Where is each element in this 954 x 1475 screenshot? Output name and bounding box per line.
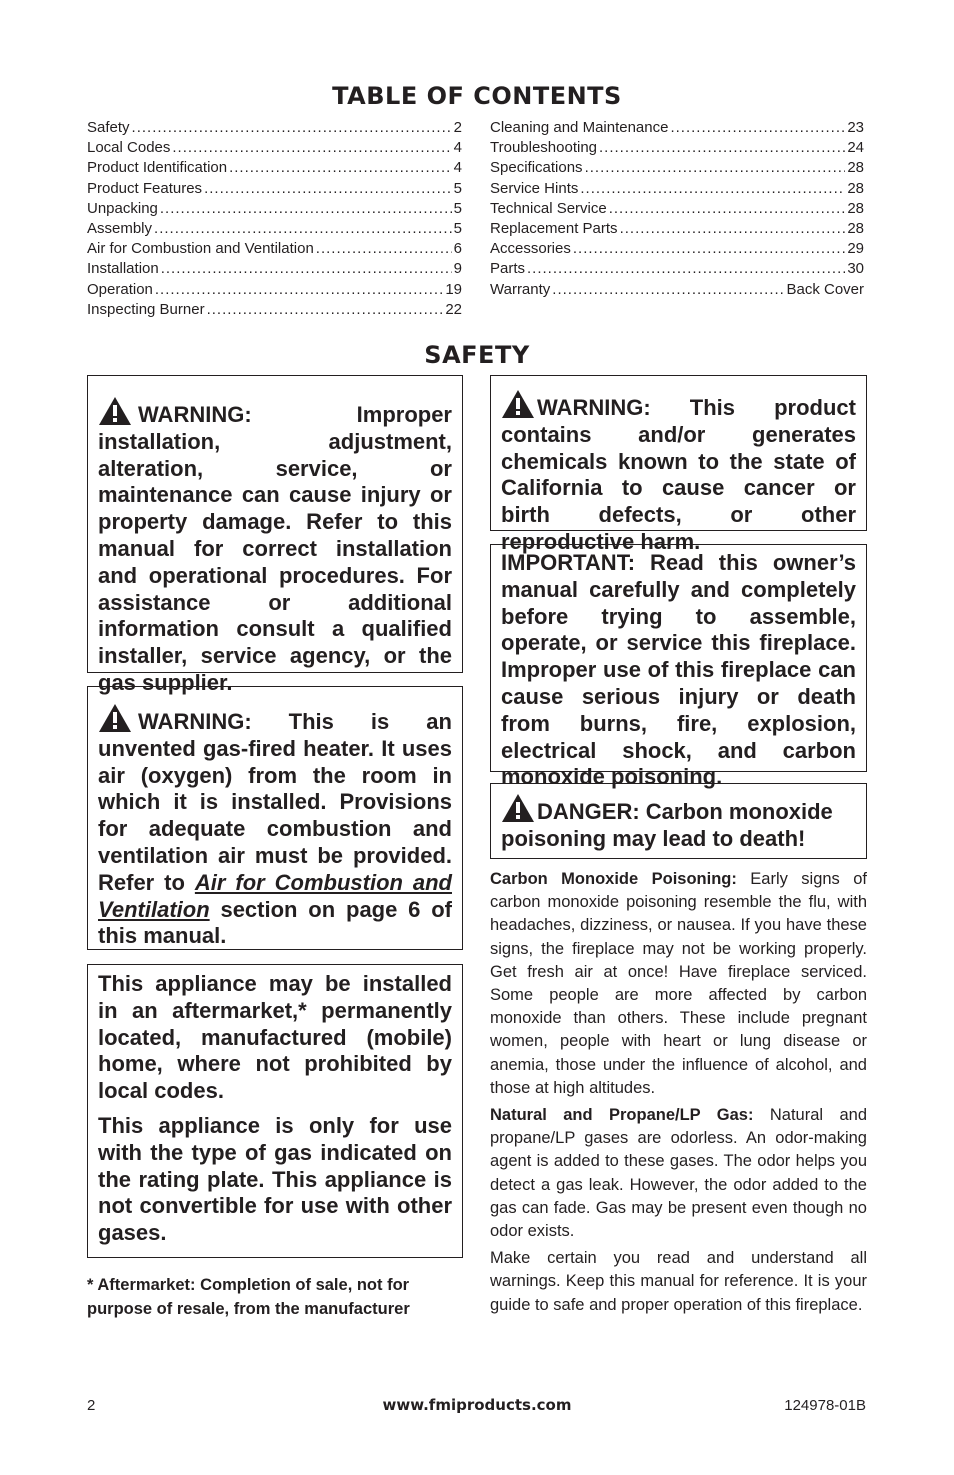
toc-leader-dots (316, 239, 452, 259)
toc-entry-page: 28 (847, 199, 864, 217)
toc-entry-label: Warranty (490, 280, 551, 298)
toc-entry[interactable] (490, 199, 864, 219)
safety-title: SAFETY (424, 341, 530, 369)
aftermarket-footnote: * Aftermarket: Completion of sale, not for purpose of resale, from the manufacturer (87, 1276, 410, 1318)
co-poisoning-paragraph (490, 868, 867, 1100)
toc-entry-label: Technical Service (490, 199, 607, 217)
toc-entry-page: 4 (453, 159, 462, 177)
warning-triangle-icon (98, 703, 132, 733)
toc-entry[interactable] (87, 199, 462, 219)
toc-entry[interactable] (490, 280, 864, 300)
warning-unvented-text-end: section on page 6 of this manual. (98, 896, 452, 949)
toc-entry-label: Accessories (490, 240, 571, 258)
toc-entry-label: Local Codes (87, 139, 171, 157)
warning-unvented-box (87, 686, 463, 950)
toc-entry-label: Operation (87, 280, 153, 298)
toc-entry[interactable] (490, 118, 864, 138)
safety-body-text (490, 868, 867, 1321)
toc-leader-dots (155, 280, 443, 300)
toc-entry-page: 28 (847, 179, 864, 197)
toc-leader-dots (154, 219, 452, 239)
gas-paragraph (490, 1104, 867, 1243)
appliance-notice-box (87, 964, 463, 1258)
toc-entry-page: 28 (847, 159, 864, 177)
toc-leader-dots (620, 219, 846, 239)
toc-entry-page: 19 (445, 280, 462, 298)
danger-co-text: DANGER: Carbon monoxide poisoning may lead to death! (501, 799, 833, 851)
toc-entry-page: 29 (847, 240, 864, 258)
co-poisoning-lead: Carbon Monoxide Poisoning: (490, 870, 737, 888)
toc-right-column (490, 118, 864, 300)
danger-co-box (490, 783, 867, 859)
warning-unvented-text: WARNING: This is an unvented gas-fired heater. It uses air (oxygen) from the room in which it is installed. Provisions for adequate combustion and ventilation air must be provided. Refer to (98, 709, 452, 895)
toc-entry-page: 4 (453, 139, 462, 157)
toc-entry-page: 28 (847, 220, 864, 238)
toc-entry-label: Air for Combustion and Ventilation (87, 240, 314, 258)
toc-entry-label: Product Identification (87, 159, 228, 177)
toc-leader-dots (585, 158, 846, 178)
toc-entry[interactable] (87, 118, 462, 138)
toc-leader-dots (204, 179, 452, 199)
toc-entry-label: Unpacking (87, 199, 158, 217)
toc-left-column (87, 118, 462, 320)
toc-entry[interactable] (87, 259, 462, 279)
gas-text: Natural and propane/LP gases are odorless. An odor-making agent is added to these gases. The odor helps you detect a gas leak. However, the odor added to the gas can fade. Gas may be present even though no odor exists. (490, 1106, 867, 1241)
toc-entry[interactable] (490, 158, 864, 178)
toc-leader-dots (160, 199, 452, 219)
toc-entry-page: 23 (847, 119, 864, 136)
warning-triangle-icon (501, 793, 535, 823)
toc-leader-dots (552, 280, 784, 300)
toc-entry[interactable] (490, 138, 864, 158)
toc-leader-dots (599, 138, 845, 158)
appliance-install-text: This appliance may be installed in an aftermarket,* permanently located, manufactured (mobile) home, where not prohibited by local codes. (98, 971, 452, 1104)
warning-california-box (490, 375, 867, 554)
toc-entry[interactable] (490, 259, 864, 279)
warning-triangle-icon (501, 389, 535, 419)
toc-entry[interactable] (490, 239, 864, 259)
important-notice-text: IMPORTANT: Read this owner’s manual carefully and completely before trying to assemble, operate, or service this fireplace. Improper use of this fireplace can cause serious injury or death from burns, fire, explosion, electrical shock, and carbon monoxide poisoning. (501, 550, 856, 790)
toc-entry-label: Specifications (490, 159, 583, 177)
toc-entry-label: Installation (87, 260, 159, 278)
toc-entry-page: Back Cover (786, 280, 864, 298)
toc-entry-label: Inspecting Burner (87, 300, 205, 318)
co-poisoning-text: Early signs of carbon monoxide poisoning resemble the flu, with headaches, dizziness, or nausea. If you have these signs, the fireplace may not be working properly. Get fresh air at once! Have fireplace serviced. Some people are more affected by carbon monoxide than others. These include pregnant women, people with heart or lung disease or anemia, those under the influence of alcohol, and those at high altitudes. (490, 870, 867, 1097)
toc-entry[interactable] (87, 219, 462, 239)
toc-entry-page: 22 (445, 300, 462, 318)
toc-leader-dots (573, 239, 845, 259)
closing-paragraph: Make certain you read and understand all warnings. Keep this manual for reference. It is your guide to safe and proper operation of this fireplace. (490, 1249, 867, 1314)
toc-leader-dots (527, 259, 845, 279)
toc-entry-page: 5 (453, 220, 462, 238)
toc-entry[interactable] (87, 280, 462, 300)
toc-entry-label: Cleaning and Maintenance (490, 119, 669, 136)
toc-entry-page: 5 (453, 199, 462, 217)
toc-entry-label: Safety (87, 119, 130, 136)
toc-entry[interactable] (87, 179, 462, 199)
toc-entry-page: 5 (453, 179, 462, 197)
toc-entry[interactable] (87, 300, 462, 320)
warning-california-text: WARNING: This product contains and/or generates chemicals known to the state of California to cause cancer or birth defects, or other reproductive harm. (501, 395, 856, 554)
appliance-gas-type-text: This appliance is only for use with the type of gas indicated on the rating plate. This appliance is not convertible for use with other gases. (98, 1112, 452, 1246)
toc-entry-page: 2 (453, 119, 462, 136)
toc-entry-label: Service Hints (490, 179, 579, 197)
toc-entry-label: Parts (490, 260, 526, 278)
toc-entry-label: Product Features (87, 179, 203, 197)
toc-entry[interactable] (87, 239, 462, 259)
toc-entry-label: Replacement Parts (490, 220, 618, 238)
toc-entry-page: 9 (453, 260, 462, 278)
toc-entry-page: 6 (453, 240, 462, 258)
toc-leader-dots (229, 158, 452, 178)
toc-entry-label: Assembly (87, 220, 153, 238)
toc-entry[interactable] (490, 219, 864, 239)
toc-entry[interactable] (87, 158, 462, 178)
air-combustion-reference-link[interactable]: Air for Combustion and Ventilation (98, 869, 452, 922)
website-url[interactable]: www.fmiproducts.com (382, 1396, 572, 1414)
toc-leader-dots (132, 118, 452, 138)
document-number: 124978-01B (784, 1397, 866, 1414)
toc-leader-dots (172, 138, 451, 158)
gas-lead: Natural and Propane/LP Gas: (490, 1106, 754, 1125)
toc-entry-page: 24 (847, 139, 864, 157)
toc-leader-dots (609, 199, 846, 219)
toc-title: TABLE OF CONTENTS (332, 82, 622, 110)
warning-installation-box (87, 375, 463, 695)
important-notice-box (490, 544, 867, 790)
warning-installation-text: WARNING: Improper installation, adjustment, alteration, service, or maintenance can cause injury or property damage. Refer to this manual for correct installation and operational procedures. For assistance or additional information consult a qualified installer, service agency, or the gas supplier. (98, 402, 452, 695)
toc-leader-dots (161, 259, 452, 279)
toc-entry-label: Troubleshooting (490, 139, 598, 157)
toc-entry[interactable] (87, 138, 462, 158)
toc-leader-dots (207, 300, 444, 320)
toc-entry-page: 30 (847, 260, 864, 278)
warning-triangle-icon (98, 396, 132, 426)
toc-entry[interactable] (490, 179, 864, 199)
toc-leader-dots (670, 118, 845, 138)
toc-leader-dots (580, 179, 845, 199)
page-number: 2 (87, 1397, 96, 1414)
